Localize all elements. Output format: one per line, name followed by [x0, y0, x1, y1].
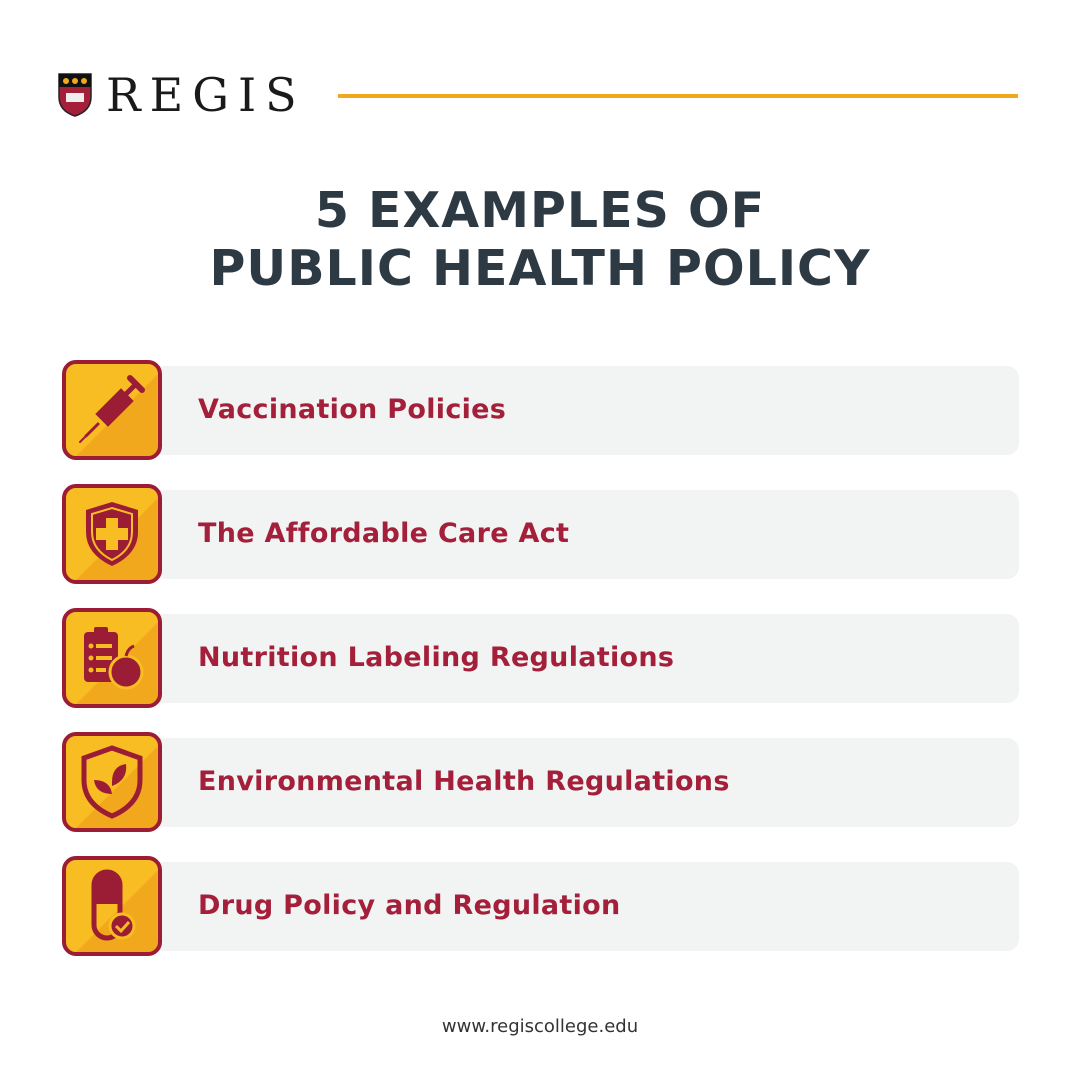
list-item [62, 856, 1019, 956]
crest-icon [58, 73, 92, 117]
header-rule [338, 94, 1018, 98]
list-item [62, 608, 1019, 708]
regis-logo [58, 68, 306, 122]
title-line-2: PUBLIC HEALTH POLICY [209, 240, 871, 297]
pill-check-icon [62, 856, 162, 956]
list-item [62, 360, 1019, 460]
item-label: Nutrition Labeling Regulations [198, 642, 675, 673]
item-label: The Affordable Care Act [198, 518, 570, 549]
brand-name: REGIS [106, 68, 306, 122]
syringe-icon [62, 360, 162, 460]
clipboard-apple-icon [62, 608, 162, 708]
list-item [62, 732, 1019, 832]
footer-url[interactable]: www.regiscollege.edu [441, 1016, 639, 1037]
item-label: Vaccination Policies [198, 394, 507, 425]
shield-leaf-icon [62, 732, 162, 832]
page-title [0, 182, 1080, 298]
item-label: Environmental Health Regulations [198, 766, 730, 797]
title-line-1: 5 EXAMPLES OF [314, 182, 766, 239]
item-label: Drug Policy and Regulation [198, 890, 621, 921]
shield-cross-icon [62, 484, 162, 584]
list-item [62, 484, 1019, 584]
